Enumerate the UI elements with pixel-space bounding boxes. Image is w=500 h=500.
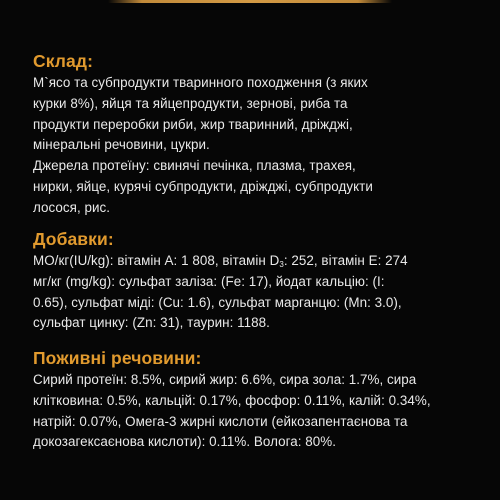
additives-line: [33, 251, 488, 272]
nutrients-section: [33, 347, 488, 453]
additives-heading: Добавки:: [33, 229, 114, 249]
nutrients-text: [33, 370, 488, 453]
nutrients-line: натрій: 0.07%, Омега-3 жирні кислоти (ейкозапентаєнова та: [33, 413, 408, 429]
additives-line: сульфат цинку: (Zn: 31), таурин: 1188.: [33, 315, 270, 331]
additives-line: мг/кг (mg/kg): сульфат заліза: (Fe: 17), йодат кальцію: (I:: [33, 273, 385, 289]
nutrients-line: клітковина: 0.5%, кальцій: 0.17%, фосфор: 0.11%, калій: 0.34%,: [33, 392, 431, 408]
vitamins-text: МО/кг(IU/kg): вітамін А: 1 808, вітамін D: [33, 253, 280, 268]
composition-line: мінеральні речовини, цукри.: [33, 137, 210, 153]
vitamin-d-subscript: 3: [279, 260, 284, 269]
additives-text: [33, 251, 488, 334]
protein-sources-line: нирки, яйце, курячі субпродукти, дріжджі, субпродукти: [33, 178, 373, 194]
nutrients-line: Сирий протеїн: 8.5%, сирий жир: 6.6%, сира зола: 1.7%, сира: [33, 372, 417, 387]
additives-line: 0.65), сульфат міді: (Cu: 1.6), сульфат марганцю: (Mn: 3.0),: [33, 294, 402, 310]
composition-line: курки 8%), яйця та яйцепродукти, зернові, риба та: [33, 95, 348, 111]
nutrients-line: докозагексаєнова кислоти): 0.11%. Волога: 80%.: [33, 434, 337, 450]
composition-line: продукти переробки риби, жир тваринний, дріжджі,: [33, 116, 353, 132]
vitamins-text-cont: : 252, вітамін Е: 274: [283, 253, 408, 268]
additives-section: [33, 228, 488, 334]
composition-section: [33, 50, 488, 219]
protein-sources-line: Джерела протеїну: свинячі печінка, плазма, трахея,: [33, 158, 356, 174]
protein-sources-line: лосося, рис.: [33, 199, 111, 215]
composition-line: М`ясо та субпродукти тваринного походження (з яких: [33, 75, 368, 90]
composition-text: [33, 73, 488, 219]
composition-heading: Склад:: [33, 51, 93, 71]
nutrients-heading: Поживні речовини:: [33, 348, 202, 368]
gold-accent-line: [108, 0, 392, 3]
